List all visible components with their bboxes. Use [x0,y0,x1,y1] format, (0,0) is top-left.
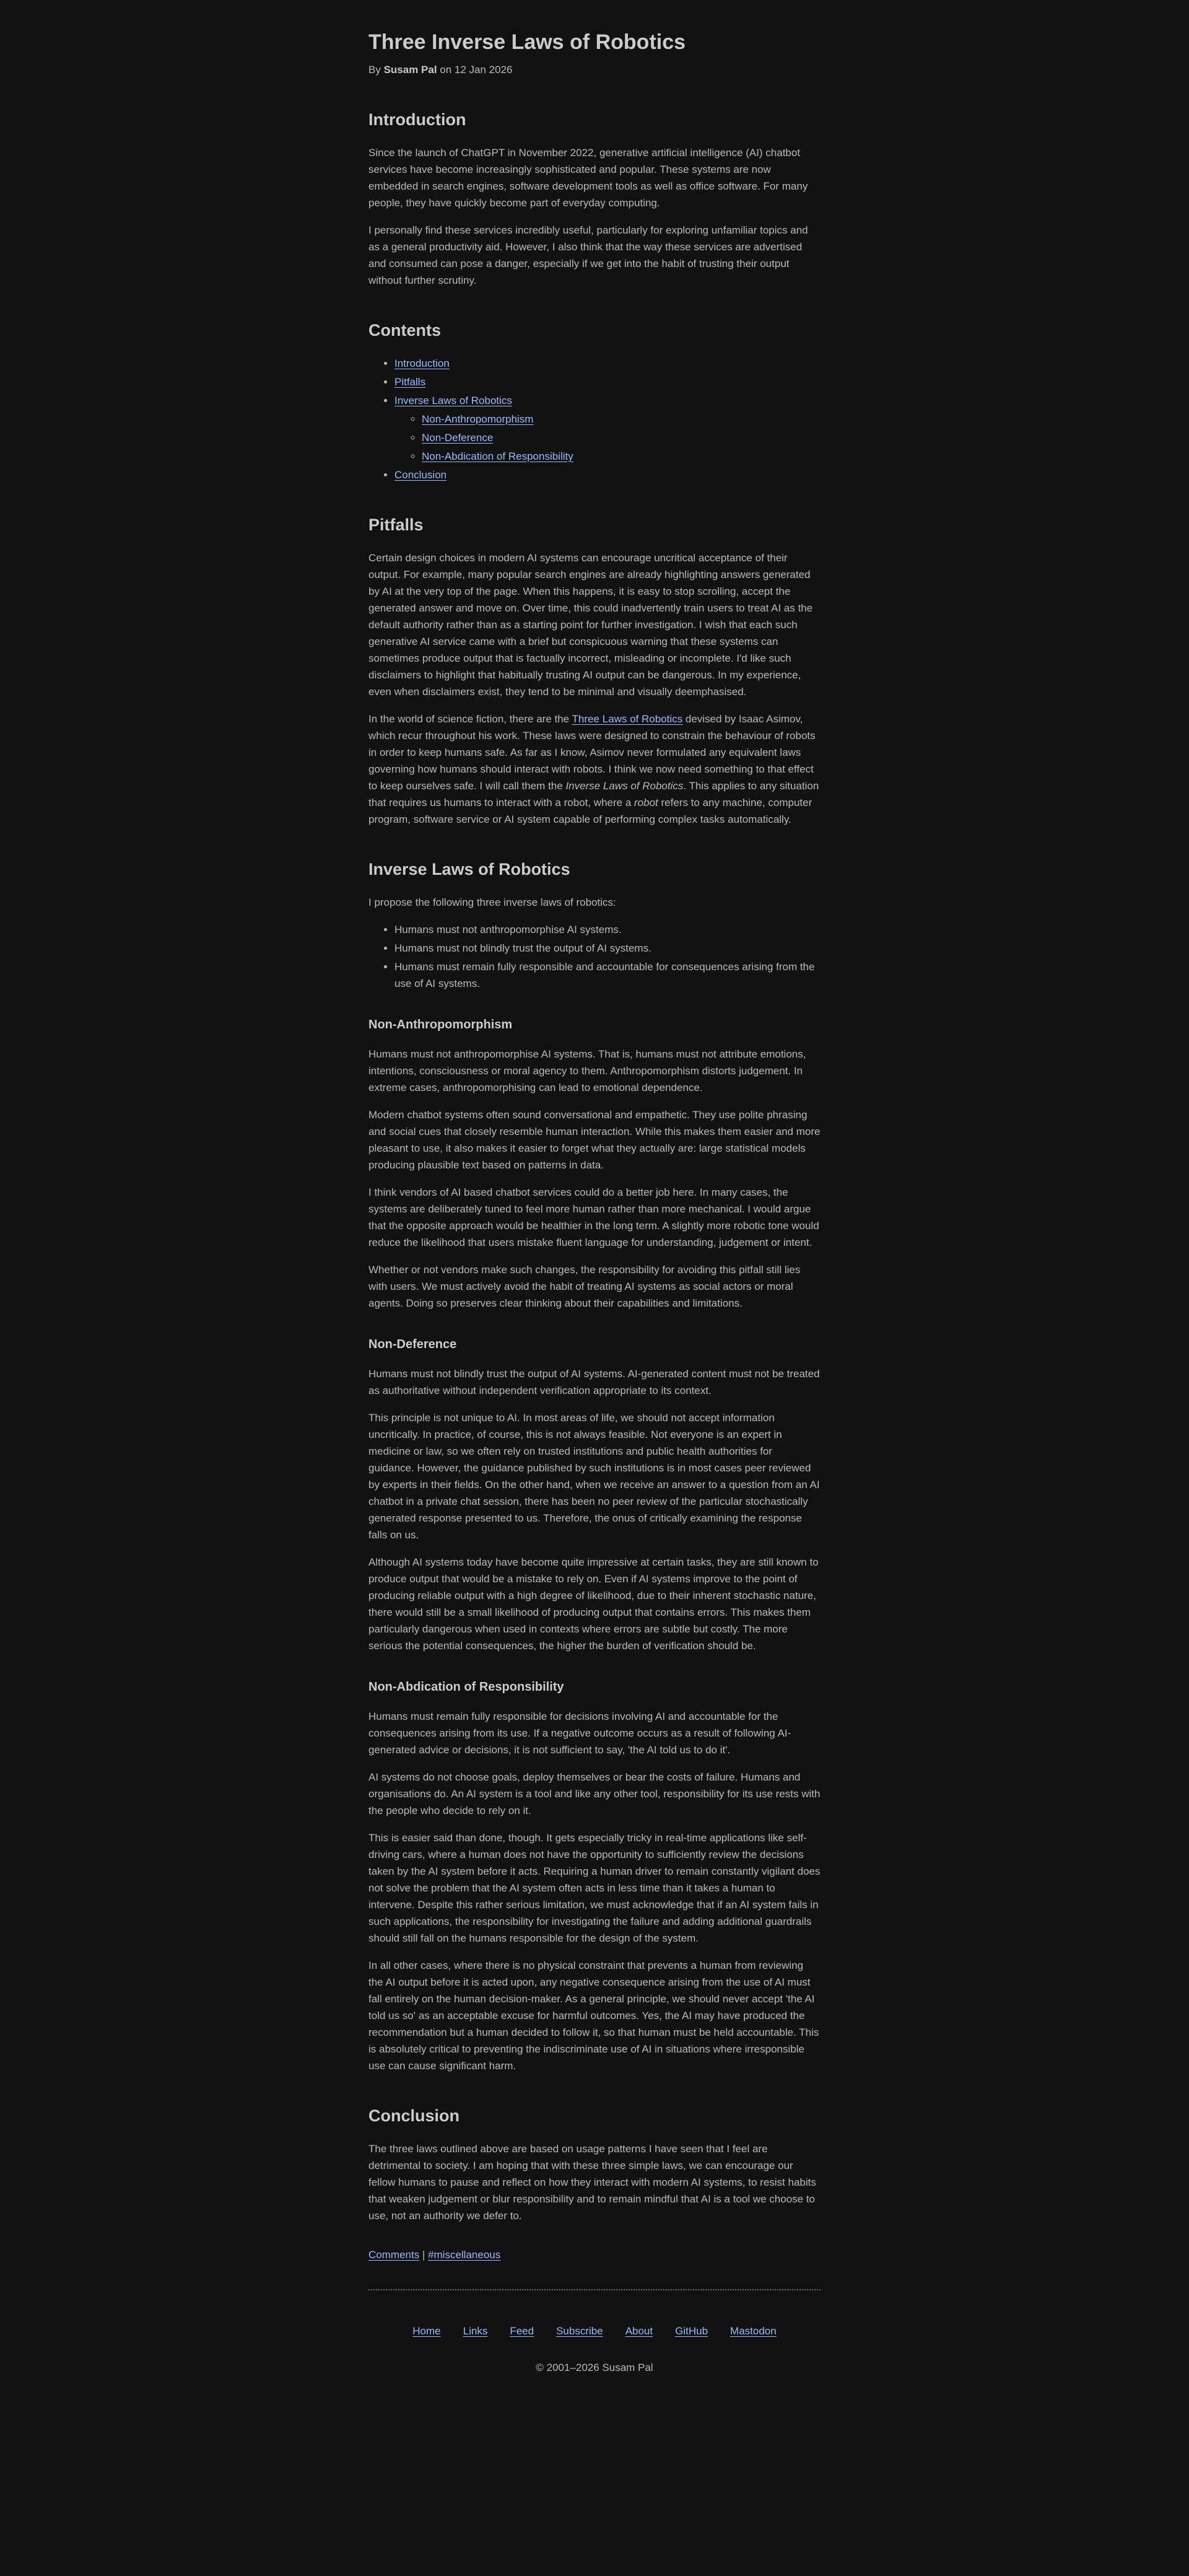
subsection-heading: Non-Abdication of Responsibility [368,1680,564,1694]
paragraph [368,550,821,700]
laws-list [368,921,821,992]
inline-link[interactable]: #miscellaneous [428,2249,501,2261]
footer-link-home[interactable]: Home [412,2325,441,2337]
text-run: Whether or not vendors make such changes, the responsibility for avoiding this pitfall still lies with users. We must actively avoid the habit of treating AI systems as social actors or moral agents. Doing so preserves clear thinking about their capabilities and limitations. [368,1264,801,1310]
text-run: Although AI systems today have become quite impressive at certain tasks, they are still known to produce output that would be a mistake to rely on. Even if AI systems improve to the point of producing reliable output with a high degree of likelihood, due to their inherent stochastic nature, there would still be a small likelihood of producing output that contains errors. This makes them particularly dangerous when used in contexts where errors are subtle but costly. The more serious the potential consequences, the higher the burden of verification should be. [368,1556,819,1652]
subsection-heading: Non-Deference [368,1338,457,1352]
page-title: Three Inverse Laws of Robotics [368,30,686,54]
list-item-text: Humans must remain fully responsible and accountable for consequences arising from the use of AI systems. [394,961,815,990]
text-run: Since the launch of ChatGPT in November 2022, generative artificial intelligence (AI) chatbot services have become increasingly sophisticated and popular. These systems are now embedded in search engines, software development tools as well as office software. For many people, they have quickly become part of everyday computing. [368,146,808,209]
footer-link-about[interactable]: About [625,2325,653,2337]
article [368,0,821,2376]
paragraph [368,2140,821,2224]
footer-link-subscribe[interactable]: Subscribe [556,2325,603,2337]
list-item [394,921,821,938]
footer-link-links[interactable]: Links [463,2325,488,2337]
footer-divider [368,2289,821,2290]
paragraph [368,1409,821,1543]
section-heading: Conclusion [368,2106,459,2126]
section-heading: Contents [368,320,441,340]
paragraph [368,222,821,289]
text-run: This is easier said than done, though. It gets especially tricky in real-time applications like self-driving cars, where a human does not have the opportunity to sufficiently review the decisions taken by the AI system before it acts. Requiring a human driver to remain constantly vigilant does not solve the problem that the AI system often acts in less time than it takes a human to intervene. Despite this rather serious limitation, we must acknowledge that if an AI system fails in such applications, the responsibility for investigating the failure and adding additional guardrails should still fall on the humans responsible for the design of the system. [368,1832,821,1945]
post-date: 12 Jan 2026 [454,63,513,76]
paragraph [368,1261,821,1312]
article-body [368,107,821,2263]
text-run: devised by Isaac Asimov, which recur throughout his work. These laws were designed to constrain the behaviour of robots in order to keep humans safe. As far as I know, Asimov never formulated any equivalent laws governing how humans should interact with robots. I think we now need something to that effect to keep ourselves safe. I will call them the [368,712,816,792]
text-run: I propose the following three inverse laws of robotics: [368,896,616,908]
text-run: Humans must remain fully responsible for decisions involving AI and accountable for the consequences arising from its use. If a negative outcome occurs as a result of following AI-generated advice or decisions, it is not sufficient to say, 'the AI told us to do it'. [368,1710,791,1756]
footer-link-feed[interactable]: Feed [510,2325,534,2337]
inline-link[interactable]: Comments [368,2249,420,2261]
text-run: AI systems do not choose goals, deploy themselves or bear the costs of failure. Humans and organisations do. An AI system is a tool and like any other tool, responsibility for its use rests with the people who decide to rely on it. [368,1771,821,1816]
toc-link[interactable]: Non-Abdication of Responsibility [422,450,573,462]
paragraph [368,1365,821,1399]
toc-link[interactable]: Conclusion [394,468,447,481]
toc-link[interactable]: Non-Anthropomorphism [422,413,534,425]
text-run: . This applies to any situation that requires us humans to interact with a robot, where a [368,780,819,809]
paragraph [368,1769,821,1819]
paragraph [368,1708,821,1758]
text-run: In the world of science fiction, there are the [368,712,572,725]
section-heading: Inverse Laws of Robotics [368,860,570,879]
toc-item [394,392,821,465]
section-heading: Introduction [368,110,466,129]
byline-middle: on [437,63,455,76]
footer-nav [368,2323,821,2339]
text-run: I personally find these services incredibly useful, particularly for exploring unfamiliar topics and as a general productivity aid. However, I also think that the way these services are advertised and consumed can pose a danger, especially if we get into the habit of trusting their output without further scrutiny. [368,224,808,286]
footer [368,2289,821,2376]
list-item [394,958,821,992]
toc-link[interactable]: Pitfalls [394,375,426,388]
paragraph [368,144,821,211]
toc-item [394,355,821,372]
text-run: This principle is not unique to AI. In most areas of life, we should not accept information uncritically. In practice, of course, this is not always feasible. Not everyone is an expert in medicine or law, so we often rely on trusted institutions and public health authorities for guidance. However, the guidance published by such institutions is in most cases peer reviewed by experts in their fields. On the other hand, when we receive an answer to a question from an AI chatbot in a private chat session, there has been no peer review of the particular stochastically generated response presented to us. Therefore, the onus of critically examining the response falls on us. [368,1411,820,1541]
toc-link[interactable]: Introduction [394,357,450,369]
paragraph [368,711,821,828]
subsection-heading: Non-Anthropomorphism [368,1018,513,1032]
toc-sublist [394,411,821,465]
text-run: Certain design choices in modern AI systems can encourage uncritical acceptance of their output. For example, many popular search engines are already highlighting answers generated by AI at the very top of the page. When this happens, it is easy to stop scrolling, accept the generated answer and move on. Over time, this could inadvertently train users to treat AI as the default authority rather than as a starting point for further investigation. I wish that each such generative AI service came with a brief but conspicuous warning that these systems can sometimes produce output that is factually incorrect, misleading or incomplete. I'd like such disclaimers to highlight that habitually trusting AI output can be dangerous. In my experience, even when disclaimers exist, they tend to be minimal and visually deemphasised. [368,551,813,698]
emphasis-text: robot [634,797,658,809]
table-of-contents [368,355,821,483]
section-heading: Pitfalls [368,515,424,534]
post-meta-links [368,2246,821,2263]
byline [368,61,821,78]
author-name: Susam Pal [383,63,437,76]
paragraph [368,1106,821,1173]
inline-link[interactable]: Three Laws of Robotics [572,712,683,725]
footer-link-mastodon[interactable]: Mastodon [730,2325,777,2337]
text-run: Humans must not anthropomorphise AI systems. That is, humans must not attribute emotions, intentions, consciousness or moral agency to them. Anthropomorphism distorts judgement. In extreme cases, anthropomorphising can lead to emotional dependence. [368,1048,806,1093]
paragraph [368,1046,821,1096]
text-run: In all other cases, where there is no physical constraint that prevents a human from reviewing the AI output before it is acted upon, any negative consequence arising from the use of AI must fall entirely on the human decision-maker. As a general principle, we should never accept 'the AI told us so' as an acceptable excuse for harmful outcomes. Yes, the AI may have produced the recommendation but a human decided to follow it, so that human must be held accountable. This is absolutely critical to preventing the indiscriminate use of AI in situations where irresponsible use can cause significant harm. [368,1960,819,2072]
toc-item [394,374,821,390]
list-item-text: Humans must not blindly trust the output of AI systems. [394,942,651,955]
toc-item [394,467,821,483]
text-run: refers to any machine, computer program, software service or AI system capable of performing complex tasks automatically. [368,797,812,826]
text-run: The three laws outlined above are based on usage patterns I have seen that I feel are detrimental to society. I am hoping that with these three simple laws, we can encourage our fellow humans to pause and reflect on how they interact with modern AI systems, to resist habits that weaken judgement or blur responsibility and to remain mindful that AI is a tool we choose to use, not an authority we defer to. [368,2143,816,2222]
list-item-text: Humans must not anthropomorphise AI systems. [394,924,622,935]
footer-link-github[interactable]: GitHub [675,2325,708,2337]
byline-prefix: By [368,63,384,76]
paragraph [368,1184,821,1251]
emphasis-text: Inverse Laws of Robotics [565,780,684,792]
toc-subitem [422,411,821,427]
text-run: | [419,2249,429,2261]
copyright: © 2001–2026 Susam Pal [536,2362,653,2374]
paragraph [368,1554,821,1654]
text-run: Humans must not blindly trust the output of AI systems. AI-generated content must not be treated as authoritative without independent verification appropriate to its context. [368,1367,820,1396]
paragraph [368,1957,821,2074]
paragraph [368,894,821,911]
toc-subitem [422,448,821,465]
text-run: Modern chatbot systems often sound conversational and empathetic. They use polite phrasing and social cues that closely resemble human interaction. While this makes them easier and more pleasant to use, it also makes it easier to forget what they actually are: large statistical models producing plausible text based on patterns in data. [368,1108,821,1171]
toc-link[interactable]: Non-Deference [422,431,494,444]
toc-link[interactable]: Inverse Laws of Robotics [394,394,512,406]
list-item [394,940,821,957]
paragraph [368,1829,821,1947]
text-run: I think vendors of AI based chatbot services could do a better job here. In many cases, the systems are deliberately tuned to feel more human rather than more mechanical. I would argue that the opposite approach would be healthier in the long term. A slightly more robotic tone would reduce the likelihood that users mistake fluent language for understanding, judgement or intent. [368,1186,819,1249]
toc-subitem [422,429,821,446]
